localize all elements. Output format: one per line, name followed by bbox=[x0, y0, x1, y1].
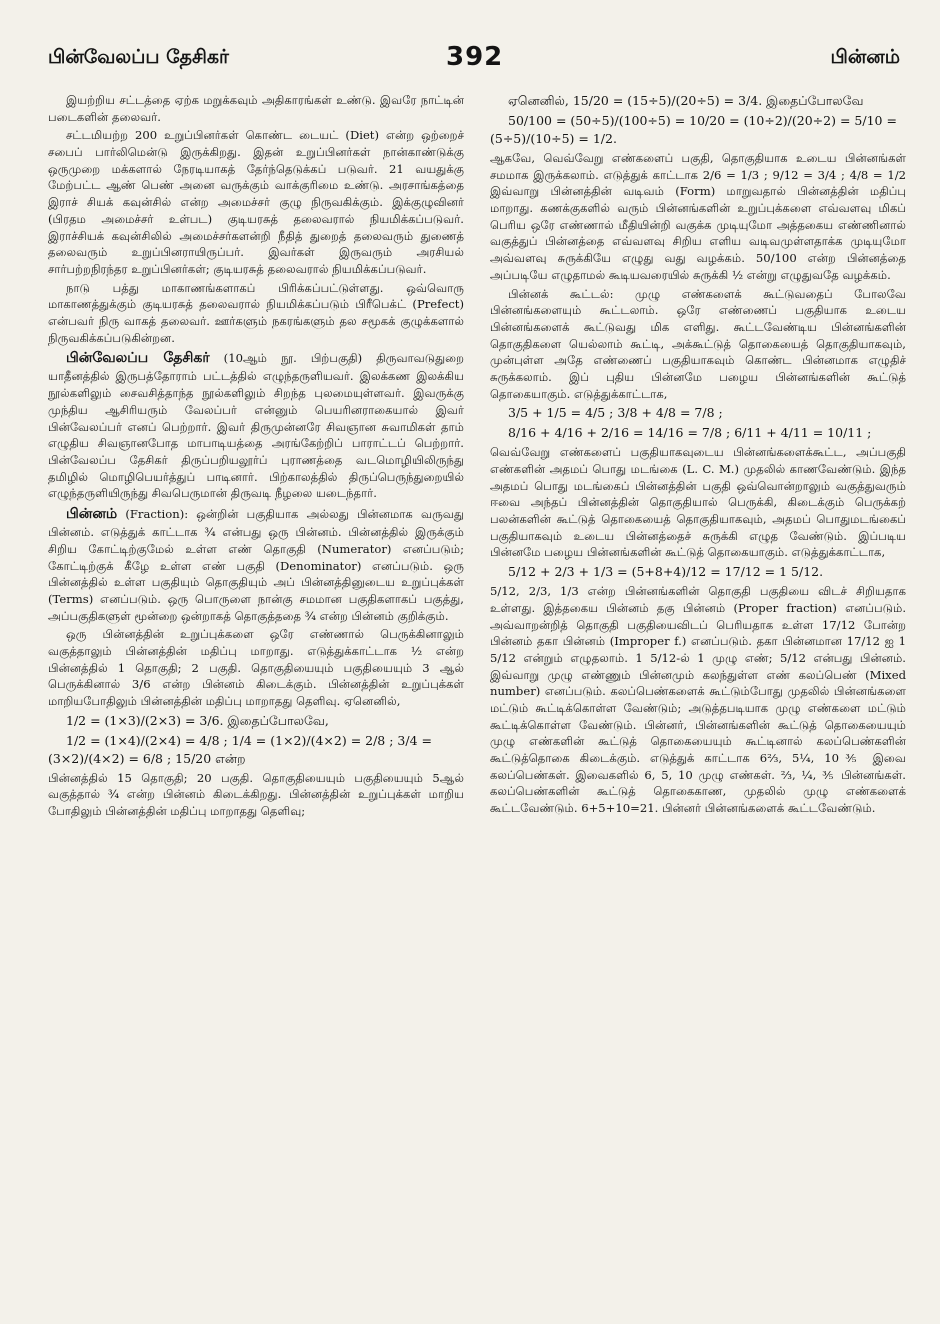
math-line: 3/5 + 1/5 = 4/5 ; 3/8 + 4/8 = 7/8 ; bbox=[508, 405, 723, 421]
paragraph-text: ஆகவே, வெவ்வேறு எண்களைப் பகுதி, தொகுதியாக உடைய பின்னங்கள் சமமாக இருக்கலாம். எடுத்துக் காட்டாக 2/6 = 1/3 ; 9/12 = 3/4 ; 4/8 = 1/2 இவ்வாறு பின்னத்தின் வடிவம் (Form) மாறுவதால் பின்னத்தின் மதிப்பு மாறாது. கணக்குகளில் வரும் பின்னங்களின் உறுப்புக்களை எவ்வளவு மிகப் பெரிய ஒரே எண்ணால் மீதியின்றி வகுக்க முடியுமோ அத்தகைய எண்ணினால் வகுத்துப் பின்னத்தை எவ்வளவு சிறிய எளிய வடிவமுள்ளதாக்க முடியுமோ அவ்வளவு சுருக்கியே எழுது வது வழக்கம். 50/100 என்ற பின்னத்தை அப்படியே எழுதாமல் கூடியவரையில் சுருக்கி ½ என்று எழுதுவதே வழக்கம். bbox=[490, 151, 906, 282]
math-line: 1/2 = (1×3)/(2×3) = 3/6. இதைப்போலவே, bbox=[66, 712, 329, 728]
paragraph-text: நாடு பத்து மாகாணங்களாகப் பிரிக்கப்பட்டுள்ளது. ஒவ்வொரு மாகாணத்துக்கும் குடியரசுத் தலைவரால் நியமிக்கப்படும் பிரீபெக்ட் (Prefect) என்பவர் நிரு வாகத் தலைவர். ஊர்களும் நகரங்களும் தல சமூகக் குழுக்களால் நிருவகிக்கப்படுகின்றன. bbox=[48, 280, 464, 345]
header-left-title: பின்வேலப்ப தேசிகர் bbox=[48, 46, 229, 68]
paragraph-text: பின்னக் கூட்டல்: முழு எண்களைக் கூட்டுவதைப் போலவே பின்னங்களையும் கூட்டலாம். ஒரே எண்ணைப் பகுதியாக உடைய பின்னங்களைக் கூட்டுவது மிக எளிது. கூட்டவேண்டிய பின்னங்களின் தொகுதிகளை யெல்லாம் கூட்டி, அக்கூட்டுத் தொகையைத் தொகுதியாகவும், முன்புள்ள அதே எண்ணைப் பகுதியாகவும் கொண்ட பின்னமாக எழுதிச் சுருக்கலாம். இப் புதிய பின்னமே பழைய பின்னங்களின் கூட்டுத் தொகையாகும். எடுத்துக்காட்டாக, bbox=[490, 286, 906, 401]
math-line: 1/2 = (1×4)/(2×4) = 4/8 ; 1/4 = (1×2)/(4×2) = 2/8 ; 3/4 = (3×2)/(4×2) = 6/8 ; 15/20 என்ற bbox=[48, 732, 432, 766]
page-number: 392 bbox=[446, 42, 504, 72]
header-right-title: பின்னம் bbox=[830, 46, 900, 68]
paragraph bbox=[48, 280, 464, 347]
paragraph bbox=[490, 150, 906, 284]
paragraph-text: வெவ்வேறு எண்களைப் பகுதியாகவுடைய பின்னங்களைக்கூட்ட, அப்பகுதி எண்களின் அதமப் பொது மடங்கை (L. C. M.) முதலில் காணவேண்டும். இந்த அதமப் பொது மடங்கைப் பின்னத்தின் பகுதி ஒவ்வொன்றாலும் வகுத்துவரும் ஈவை அந்தப் பின்னத்தின் தொகுதியால் பெருக்கி, கிடைக்கும் பெருக்கற் பலன்களின் கூட்டுத் தொகையைத் தொகுதியாகவும், அதமப் பொதுமடங்கைப் பகுதியாகவும் உடைய பின்னத்தைச் சுருக்கி எழுத வேண்டும். இப்படிய பின்னமே பழைய பின்னங்களின் கூட்டுத் தொகையாகும். எடுத்துக்காட்டாக, bbox=[490, 445, 906, 560]
entry-heading: பின்வேலப்ப தேசிகர் bbox=[66, 350, 210, 367]
entry-heading: பின்னம் bbox=[66, 505, 118, 522]
paragraph bbox=[48, 504, 464, 624]
paragraph bbox=[490, 286, 906, 403]
paragraph-text: (Fraction): ஒன்றின் பகுதியாக அல்லது பின்னமாக வருவது பின்னம். எடுத்துக் காட்டாக ¾ என்பது ஒரு பின்னம். பின்னத்தில் இருக்கும் சிறிய கோட்டிற்குமேல் உள்ள எண் தொகுதி (Numerator) எனப்படும்; கோட்டிற்குக் கீழே உள்ள எண் பகுதி (Denominator) எனப்படும். ஒரு பின்னத்தில் உள்ள பகுதியும் தொகுதியும் அப் பின்னத்தினுடைய உறுப்புக்கள் (Terms) எனப்படும். ஒரு பொருளை நான்கு சமமான பகுதிகளாகப் பகுத்து, அப்பகுதிகளுள் மூன்றை ஒன்றாகத் தொகுத்ததை ¾ என்ற பின்னம் குறிக்கும். bbox=[48, 506, 464, 623]
paragraph bbox=[48, 92, 464, 125]
right-column bbox=[490, 92, 906, 822]
left-column bbox=[48, 92, 464, 822]
paragraph-text: 5/12, 2/3, 1/3 என்ற பின்னங்களின் தொகுதி பகுதியை விடச் சிறியதாக உள்ளது. இத்தகைய பின்னம் தகு பின்னம் (Proper fraction) எனப்படும். அவ்வாறன்றித் தொகுதி பகுதியைவிடப் பெரியதாக உள்ள 17/12 போன்ற பின்னம் தகா பின்னம் (Improper f.) எனப்படும். தகா பின்னமான 17/12 ஐ 1 5/12 என்றும் எழுதலாம். 1 5/12-ல் 1 முழு எண்; 5/12 என்பது பின்னம். இவ்வாறு முழு எண்ணும் பின்னமும் கலந்துள்ள எண் கலப்பெண் (Mixed number) எனப்படும். கலப்பெண்களைக் கூட்டும்போது முதலில் பின்னங்களை மட்டும் கூட்டிக்கொள்ள வேண்டும்; அடுத்தபடியாக முழு எண்களை மட்டும் கூட்டிக்கொள்ள வேண்டும். பின்னர், பின்னங்களின் கூட்டுத் தொகையையும் முழு எண்களின் கூட்டுத் தொகையையும் கூட்டினால் கலப்பெண்களின் கூட்டுத்தொகை கிடைக்கும். எடுத்துக் காட்டாக 6⅔, 5¼, 10⅗ இவை கலப்பெண்கள். இவைகளில் 6, 5, 10 முழு எண்கள். ⅔, ¼, ⅗ பின்னங்கள். கலப்பெண்களின் கூட்டுத் தொகைகாண, முதலில் முழு எண்களைக் கூட்டவேண்டும். 6+5+10=21. பின்னர் பின்னங்களைக் கூட்டவேண்டும். bbox=[490, 584, 906, 816]
math-line: 5/12 + 2/3 + 1/3 = (5+8+4)/12 = 17/12 = 1 5/12. bbox=[508, 564, 824, 580]
paragraph bbox=[48, 770, 464, 820]
paragraph-text: ஒரு பின்னத்தின் உறுப்புக்களை ஒரே எண்ணால் பெருக்கினாலும் வகுத்தாலும் பின்னத்தின் மதிப்பு மாறாது. எடுத்துக்காட்டாக ½ என்ற பின்னத்தில் 1 தொகுதி; 2 பகுதி. தொகுதியையும் பகுதியையும் 3 ஆல் பெருக்கினால் 3/6 என்ற பின்னம் கிடைக்கும். பின்னத்தின் உறுப்புக்கள் மாறியபோதிலும் பின்னத்தின் மதிப்பு மாறாதது தெளிவு. ஏனெனில், bbox=[48, 627, 464, 708]
paragraph bbox=[48, 127, 464, 277]
paragraph bbox=[48, 626, 464, 709]
math-line: 50/100 = (50÷5)/(100÷5) = 10/20 = (10÷2)/(20÷2) = 5/10 = (5÷5)/(10÷5) = 1/2. bbox=[490, 113, 897, 146]
paragraph-text: பின்னத்தில் 15 தொகுதி; 20 பகுதி. தொகுதியையும் பகுதியையும் 5ஆல் வகுத்தால் ¾ என்ற பின்னம் கிடைக்கிறது. பின்னத்தின் உறுப்புக்கள் மாறிய போதிலும் பின்னத்தின் மதிப்பு மாறாதது தெளிவு; bbox=[48, 770, 464, 819]
paragraph bbox=[490, 444, 906, 561]
text-columns bbox=[48, 92, 906, 822]
paragraph-text: இயற்றிய சட்டத்தை ஏற்க மறுக்கவும் அதிகாரங்கள் உண்டு. இவரே நாட்டின் படைகளின் தலைவர். bbox=[48, 93, 464, 124]
paragraph-text: சட்டமியற்ற 200 உறுப்பினர்கள் கொண்ட டையட் (Diet) என்ற ஒற்றைச் சபைப் பார்லிமென்டு இருக்கிறது. இதன் உறுப்பினர்கள் நான்காண்டுக்கு ஒருமுறை மக்களால் நேரடியாகத் தேர்ந்தெடுக்கப் படுவர். 21 வயதுக்கு மேற்பட்ட ஆண் பெண் அனை வருக்கும் வாக்குரிமை உண்டு. அரசாங்கத்தை இராச் சியக் கவுன்சில் என்ற அமைச்சர் குழு நிருவகிக்கும். இக்குழுவினர் (பிரதம அமைச்சர் உள்பட) குடியரசுத் தலைவரால் நியமிக்கப்படுவர். இராச்சியக் கவுன்சிலில் அமைச்சர்களன்றி நீதித் துறைத் தலைவரும் துணைத் தலைவரும் உறுப்பினராயிருப்பர். இவர்கள் இருவரும் அரசியல் சார்பற்றநிரந்தர உறுப்பினர்கள்; குடியரசுத் தலைவரால் நியமிக்கப்படுவர். bbox=[48, 128, 464, 276]
paragraph-text: (10ஆம் நூ. பிற்பகுதி) திருவாவடுதுறை யாதீனத்தில் இருபத்தோராம் பட்டத்தில் எழுந்தருளியவர். இலக்கண இலக்கிய நூல்களிலும் சைவசித்தாந்த நூல்களிலும் சிறந்த புலமையுள்ளவர். இவருக்கு முந்திய ஆசிரியரும் வேலப்பர் என்னும் பெயரினராகையால் இவர் பின்வேலப்பர் எனப் பெற்றார். இவர் திருமுன்னரே சிவஞான சுவாமிகள் தாம் எழுதிய சிவஞானபோத மாபாடியத்தை அரங்கேற்றிப் பாராட்டப் பெற்றார். பின்வேலப்ப தேசிகர் திருப்பறியலூர்ப் புராணத்தை வடமொழியிலிருந்து தமிழில் மொழிபெயர்த்துப் பாடினார். பிற்காலத்தில் திருப்பெருந்துறையில் எழுந்தருளியிருந்து சிவபெருமான் திருவடி நீழலை யடைந்தார். bbox=[48, 351, 464, 501]
math-line: ஏனெனில், 15/20 = (15÷5)/(20÷5) = 3/4. இதைப்போலவே bbox=[508, 93, 864, 108]
math-line: 8/16 + 4/16 + 2/16 = 14/16 = 7/8 ; 6/11 + 4/11 = 10/11 ; bbox=[508, 425, 872, 441]
page-header bbox=[48, 42, 906, 86]
paragraph bbox=[48, 348, 464, 502]
paragraph bbox=[490, 583, 906, 817]
